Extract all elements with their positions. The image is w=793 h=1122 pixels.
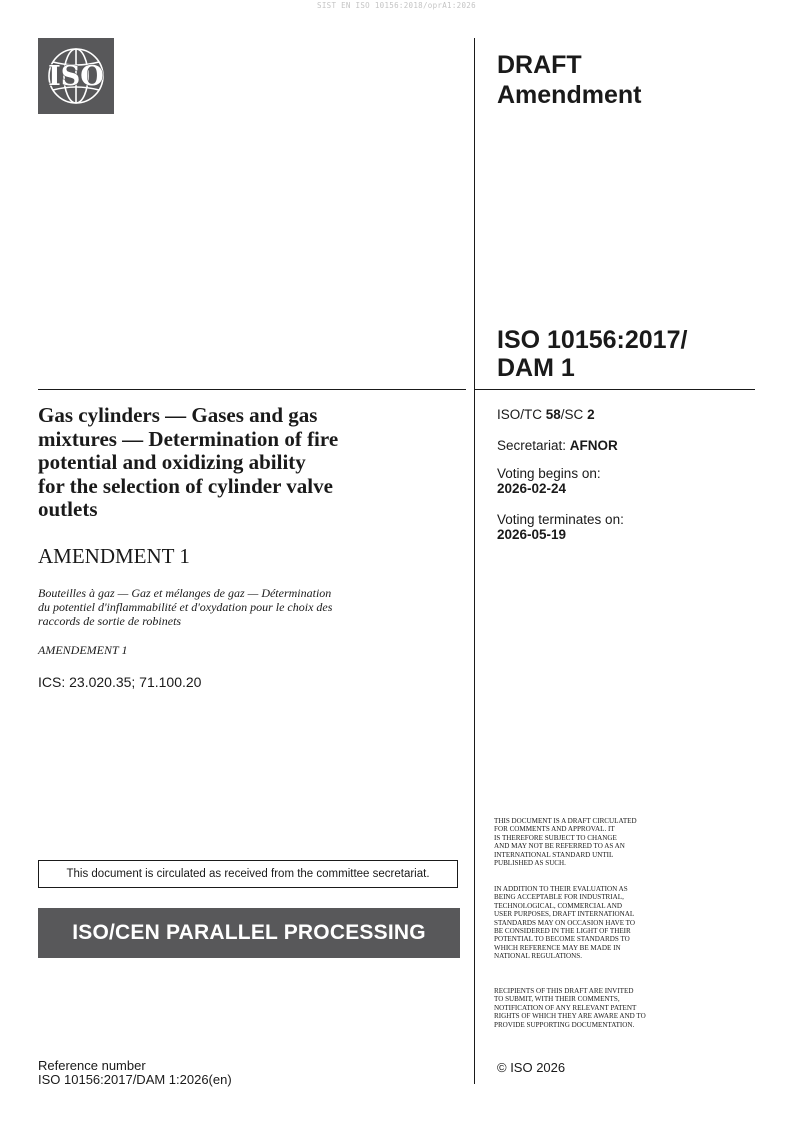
notice-line: TO SUBMIT, WITH THEIR COMMENTS, [494, 995, 620, 1004]
draft-notice-para-3 [494, 987, 694, 1029]
parallel-processing-banner: ISO/CEN PARALLEL PROCESSING [38, 908, 460, 958]
notice-line: BEING ACCEPTABLE FOR INDUSTRIAL, [494, 893, 624, 902]
voting-terminates [497, 512, 624, 542]
document-number-line2: DAM 1 [497, 354, 575, 382]
amendment-label: Amendment [497, 81, 642, 109]
globe-icon [38, 38, 114, 114]
french-title-line: Bouteilles à gaz — Gaz et mélanges de gaz — Détermination [38, 586, 332, 600]
reference-number [38, 1059, 232, 1086]
notice-line: NATIONAL REGULATIONS. [494, 952, 583, 961]
draft-notice-para-1 [494, 817, 694, 867]
draft-label: DRAFT [497, 51, 582, 79]
committee-sc: 2 [587, 407, 595, 422]
voting-begins-label: Voting begins on: [497, 466, 601, 481]
title-line: potential and oxidizing ability [38, 450, 306, 474]
notice-line: STANDARDS MAY ON OCCASION HAVE TO [494, 918, 635, 927]
committee-mid: /SC [560, 407, 588, 422]
notice-line: THIS DOCUMENT IS A DRAFT CIRCULATED [494, 817, 637, 825]
column-divider [474, 38, 475, 1084]
french-title-line: raccords de sortie de robinets [38, 614, 182, 628]
notice-line: FOR COMMENTS AND APPROVAL. IT [494, 825, 615, 834]
french-title [38, 586, 438, 628]
notice-line: AND MAY NOT BE REFERRED TO AS AN [494, 842, 625, 851]
title-line: Gas cylinders — Gases and gas [38, 403, 318, 427]
voting-terminates-date: 2026-05-19 [497, 527, 567, 542]
iso-logo [38, 38, 114, 114]
draft-notice-para-2 [494, 885, 694, 961]
reference-label: Reference number [38, 1058, 146, 1073]
draft-heading [497, 50, 641, 110]
document-number-line1: ISO 10156:2017/ [497, 326, 688, 354]
committee-tc: 58 [545, 407, 561, 422]
notice-line: NOTIFICATION OF ANY RELEVANT PATENT [494, 1003, 637, 1012]
notice-line: PUBLISHED AS SUCH. [494, 859, 566, 868]
voting-begins-date: 2026-02-24 [497, 481, 567, 496]
title-line: mixtures — Determination of fire [38, 426, 339, 451]
notice-line: POTENTIAL TO BECOME STANDARDS TO [494, 935, 630, 944]
notice-line: WHICH REFERENCE MAY BE MADE IN [494, 943, 621, 952]
document-number [497, 326, 687, 382]
french-title-line: du potentiel d'inflammabilité et d'oxydation pour le choix des [38, 600, 333, 614]
left-title-rule [38, 389, 466, 390]
committee-prefix: ISO/TC [497, 407, 546, 422]
notice-line: BE CONSIDERED IN THE LIGHT OF THEIR [494, 927, 631, 936]
secretariat-label: Secretariat: [497, 438, 570, 453]
notice-line: INTERNATIONAL STANDARD UNTIL [494, 850, 614, 859]
french-amendment: AMENDEMENT 1 [38, 643, 128, 657]
reference-value: ISO 10156:2017/DAM 1:2026(en) [38, 1071, 232, 1087]
amendment-subtitle: AMENDMENT 1 [38, 544, 190, 568]
voting-begins [497, 466, 601, 496]
secretariat [497, 438, 618, 453]
committee [497, 407, 595, 422]
title-line: outlets [38, 497, 98, 521]
logo-text: ISO [48, 61, 104, 92]
right-title-rule [474, 389, 755, 390]
notice-line: TECHNOLOGICAL, COMMERCIAL AND [494, 901, 623, 910]
notice-line: PROVIDE SUPPORTING DOCUMENTATION. [494, 1020, 635, 1029]
circulation-note: This document is circulated as received from the committee secretariat. [38, 860, 458, 888]
title-line: for the selection of cylinder valve [38, 473, 333, 498]
voting-terminates-label: Voting terminates on: [497, 512, 624, 527]
document-title [38, 404, 458, 522]
secretariat-value: AFNOR [569, 438, 618, 453]
notice-line: USER PURPOSES, DRAFT INTERNATIONAL [494, 910, 635, 919]
ics-codes: ICS: 23.020.35; 71.100.20 [38, 674, 202, 690]
copyright: © ISO 2026 [497, 1060, 566, 1075]
notice-line: IN ADDITION TO THEIR EVALUATION AS [494, 885, 628, 893]
watermark: SIST EN ISO 10156:2018/oprA1:2026 [317, 1, 476, 10]
notice-line: IS THEREFORE SUBJECT TO CHANGE [494, 833, 617, 842]
notice-line: RIGHTS OF WHICH THEY ARE AWARE AND TO [494, 1012, 646, 1021]
notice-line: RECIPIENTS OF THIS DRAFT ARE INVITED [494, 987, 634, 995]
